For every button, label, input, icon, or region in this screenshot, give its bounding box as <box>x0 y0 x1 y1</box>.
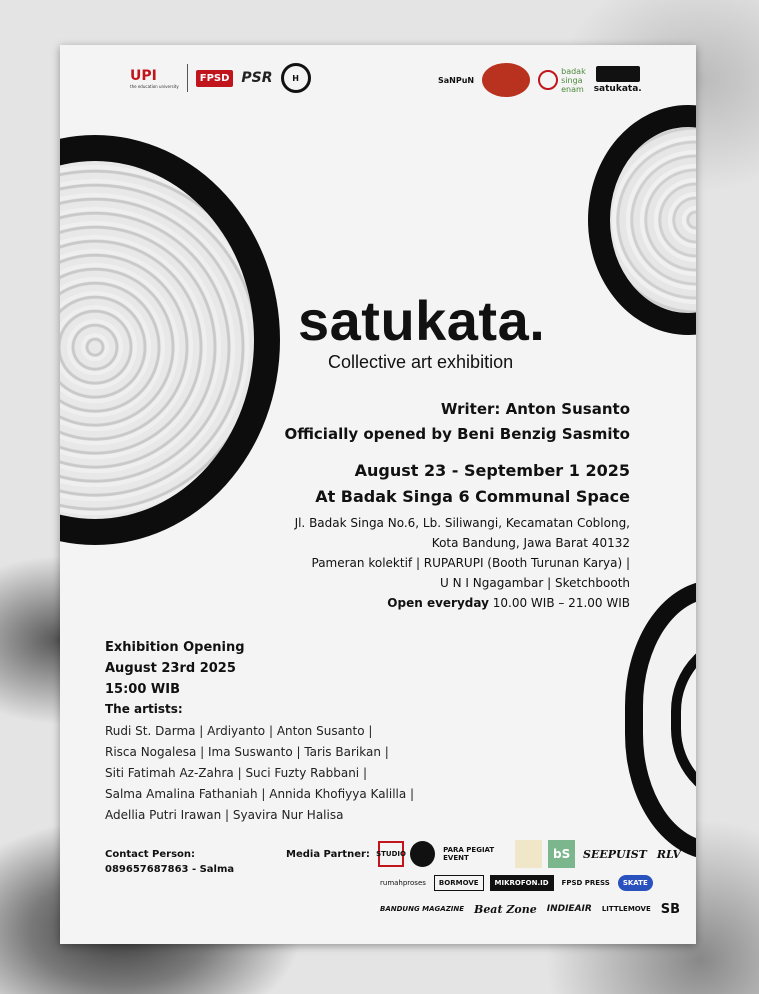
partner-row <box>378 840 683 868</box>
partner-logo-bs: bS <box>548 840 575 868</box>
exhibition-subtitle: Collective art exhibition <box>328 352 514 372</box>
fpsd-logo: FPSD <box>196 70 234 87</box>
contact-person: Contact Person: 089657687863 - Salma <box>105 849 235 875</box>
partner-logo-seepuist: SEEPUIST <box>583 847 647 861</box>
artists-line: Adellia Putri Irawan | Syavira Nur Halisa <box>105 808 344 822</box>
collaborator-logos <box>438 63 642 97</box>
ink-circle-bottom-right <box>625 580 696 860</box>
partner-logo-para-pegiat-event: PARA PEGIAT EVENT <box>443 846 495 862</box>
partner-logo-cream <box>515 840 542 868</box>
exhibition-title: satukata. <box>298 289 546 352</box>
partner-logo-indieair: INDIEAIR <box>546 904 592 914</box>
venue-address: Jl. Badak Singa No.6, Lb. Siliwangi, Kecamatan Coblong, Kota Bandung, Jawa Barat 40132 <box>294 516 630 550</box>
artists-heading: The artists: <box>105 702 183 716</box>
upi-logo: UPI the education university <box>130 67 179 89</box>
circle-logo: H <box>281 63 311 93</box>
partner-logo-skate: SKATE <box>618 875 653 891</box>
artists-line: Risca Nogalesa | Ima Suswanto | Taris Barikan | <box>105 745 389 759</box>
opening-hours: Open everyday 10.00 WIB – 21.00 WIB <box>387 596 630 610</box>
artists-line: Rudi St. Darma | Ardiyanto | Anton Susanto | <box>105 724 373 738</box>
partner-logo-bandung-magazine: BANDUNG MAGAZINE <box>380 905 465 913</box>
partner-logo-round <box>410 841 435 867</box>
organizer-logos <box>130 63 311 93</box>
exhibition-dates: August 23 - September 1 2025 <box>354 461 630 480</box>
artists-list <box>105 721 414 826</box>
sanpun-logo: SaNPuN <box>438 75 475 85</box>
writer-line: Writer: Anton Susanto <box>440 400 630 418</box>
badak-mark-icon <box>538 70 558 90</box>
poster <box>60 45 696 944</box>
partner-logo-mikrofon: MIKROFON.ID <box>490 875 554 891</box>
satukata-mark-icon <box>596 66 640 82</box>
logo-divider <box>187 64 188 92</box>
partner-logo-rlv: RLV <box>656 847 681 861</box>
artists-line: Siti Fatimah Az-Zahra | Suci Fuzty Rabbani | <box>105 766 367 780</box>
partner-row <box>378 898 683 920</box>
media-partner-logos <box>378 840 683 924</box>
partner-logo-studio: STUDIO <box>378 841 404 867</box>
psr-logo: PSR <box>241 70 273 86</box>
partner-logo-beat-zone: Beat Zone <box>474 902 537 916</box>
ink-circle-top-right <box>588 105 696 335</box>
satukata-logo: satukata. <box>594 66 642 94</box>
partner-logo-fpsd-press: FPSD PRESS <box>561 879 610 887</box>
opened-by-line: Officially opened by Beni Benzig Sasmito <box>284 425 630 443</box>
media-partner-label: Media Partner: <box>286 849 370 860</box>
badak-singa-enam-logo: badak singa enam <box>538 67 586 94</box>
ink-circle-left <box>60 135 280 545</box>
partner-logo-littlemove: LITTLEMOVE <box>601 905 651 913</box>
partner-logo-bormove: BORMOVE <box>434 875 484 891</box>
badge-logo <box>482 63 530 97</box>
partner-logo-rumahproses: rumahproses <box>380 879 426 887</box>
venue-name: At Badak Singa 6 Communal Space <box>315 487 630 506</box>
program-list: Pameran kolektif | RUPARUPI (Booth Turunan Karya) | U N I Ngagambar | Sketchbooth <box>311 556 630 590</box>
partner-row <box>378 872 683 894</box>
exhibition-opening: Exhibition Opening August 23rd 2025 15:00 WIB <box>105 640 245 697</box>
partner-logo-sb: SB <box>660 901 681 917</box>
artists-line: Salma Amalina Fathaniah | Annida Khofiyya Kalilla | <box>105 787 415 801</box>
